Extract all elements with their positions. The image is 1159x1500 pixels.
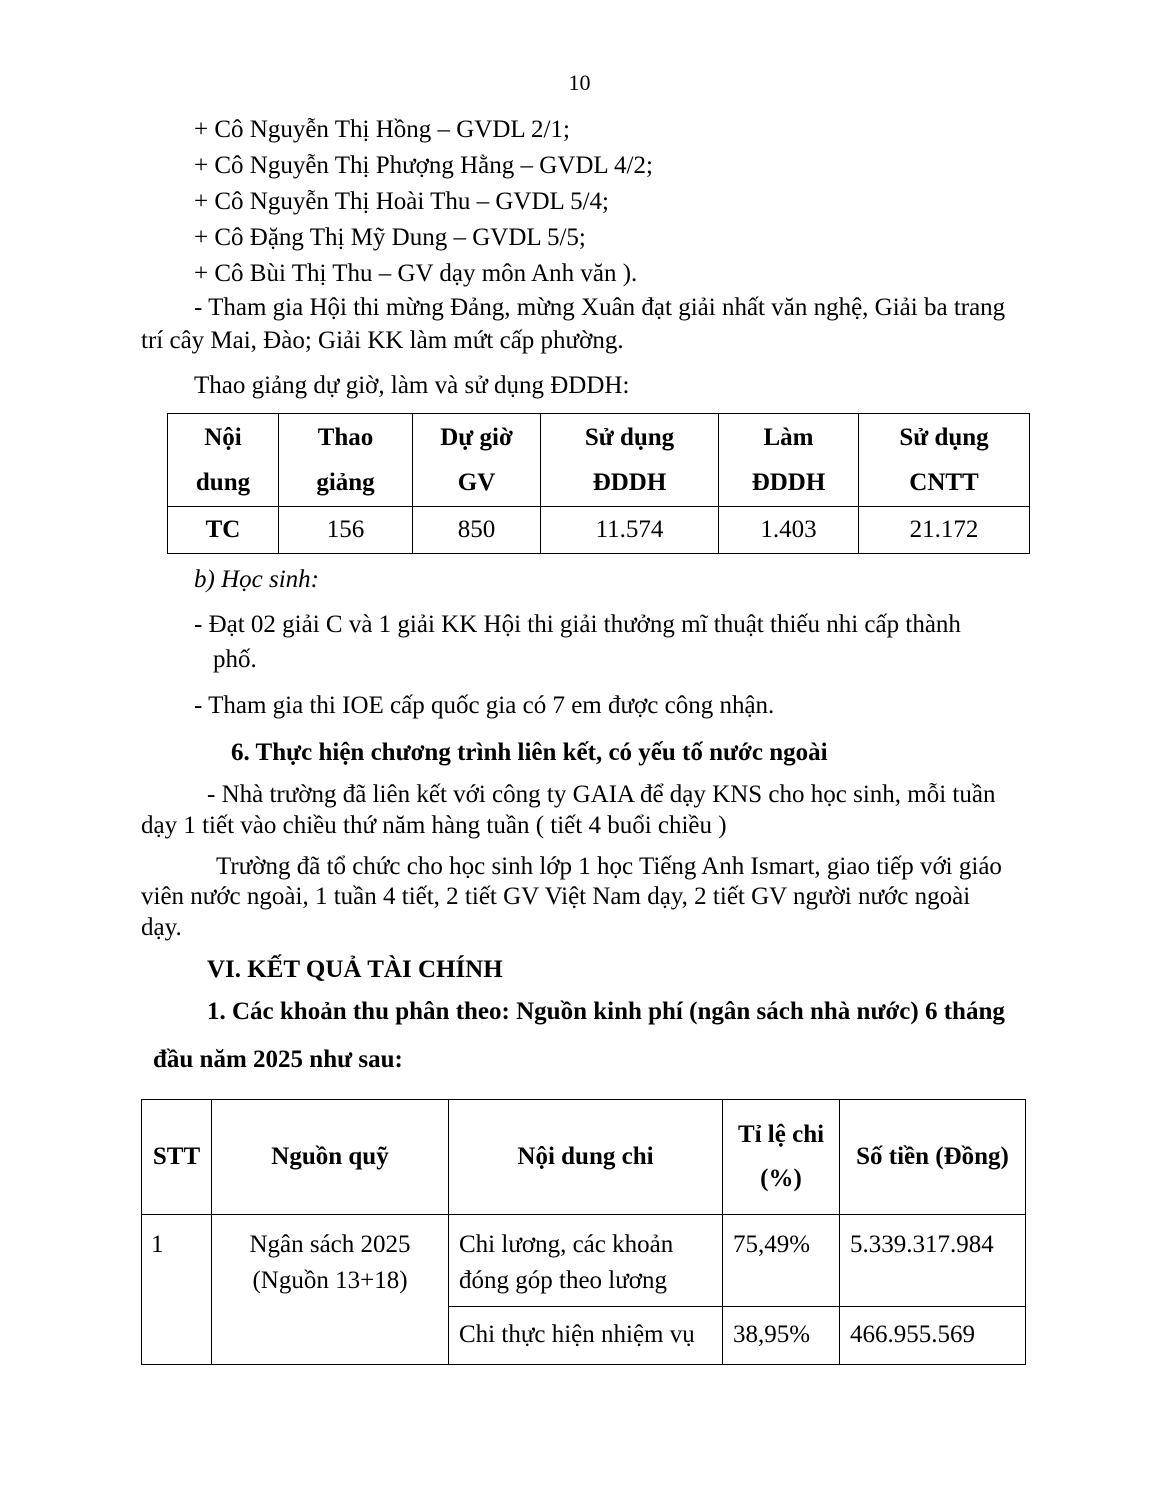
budget-table bbox=[141, 1099, 1026, 1365]
table-header-row bbox=[142, 1100, 1026, 1215]
table-header: Dự giờ GV bbox=[413, 414, 541, 507]
students-heading: b) Học sinh: bbox=[194, 566, 319, 593]
students-line: - Đạt 02 giải C và 1 giải KK Hội thi giải thưởng mĩ thuật thiếu nhi cấp thành bbox=[194, 611, 961, 638]
section6-heading: 6. Thực hiện chương trình liên kết, có yếu tố nước ngoài bbox=[231, 739, 828, 766]
table-header: Nội dung bbox=[168, 414, 279, 507]
vi1-heading: đầu năm 2025 như sau: bbox=[153, 1046, 403, 1073]
section6-text: viên nước ngoài, 1 tuần 4 tiết, 2 tiết GV Việt Nam dạy, 2 tiết GV người nước ngoài bbox=[141, 883, 971, 910]
table-row bbox=[142, 1215, 1026, 1307]
vi1-heading: 1. Các khoản thu phân theo: Nguồn kinh phí (ngân sách nhà nước) 6 tháng bbox=[207, 998, 1005, 1025]
table-cell: TC bbox=[168, 507, 279, 554]
table-cell: Chi thực hiện nhiệm vụ bbox=[449, 1307, 723, 1365]
table-header: Tỉ lệ chi (%) bbox=[723, 1100, 840, 1215]
table-header: Nguồn quỹ bbox=[212, 1100, 449, 1215]
table-cell: 1 bbox=[142, 1215, 212, 1365]
table-header: Số tiền (Đồng) bbox=[840, 1100, 1026, 1215]
table-row bbox=[168, 507, 1030, 554]
table-header: Thao giảng bbox=[279, 414, 413, 507]
table-header-row bbox=[168, 414, 1030, 507]
table-header: Làm ĐDDH bbox=[719, 414, 859, 507]
table-cell: 75,49% bbox=[723, 1215, 840, 1307]
teacher-item: + Cô Nguyễn Thị Hồng – GVDL 2/1; bbox=[194, 116, 570, 143]
table-header: Nội dung chi bbox=[449, 1100, 723, 1215]
contest-line: trí cây Mai, Đào; Giải KK làm mứt cấp phường. bbox=[141, 327, 624, 354]
teacher-item: + Cô Đặng Thị Mỹ Dung – GVDL 5/5; bbox=[194, 224, 586, 251]
page-number: 10 bbox=[568, 70, 591, 95]
table-cell: Ngân sách 2025 (Nguồn 13+18) bbox=[212, 1215, 449, 1365]
students-line: - Tham gia thi IOE cấp quốc gia có 7 em được công nhận. bbox=[194, 692, 775, 719]
table-cell: 11.574 bbox=[541, 507, 719, 554]
section6-text: dạy 1 tiết vào chiều thứ năm hàng tuần ( tiết 4 buổi chiều ) bbox=[141, 812, 727, 839]
table-cell: 850 bbox=[413, 507, 541, 554]
contest-line: - Tham gia Hội thi mừng Đảng, mừng Xuân đạt giải nhất văn nghệ, Giải ba trang bbox=[194, 294, 1006, 321]
table-cell: 5.339.317.984 bbox=[840, 1215, 1026, 1307]
table-cell: 38,95% bbox=[723, 1307, 840, 1365]
teacher-item: + Cô Nguyễn Thị Hoài Thu – GVDL 5/4; bbox=[194, 188, 610, 215]
section6-text: dạy. bbox=[141, 914, 182, 941]
section-vi-heading: VI. KẾT QUẢ TÀI CHÍNH bbox=[207, 956, 503, 983]
table-header: STT bbox=[142, 1100, 212, 1215]
table-cell: 466.955.569 bbox=[840, 1307, 1026, 1365]
section6-text: Trường đã tổ chức cho học sinh lớp 1 học Tiếng Anh Ismart, giao tiếp với giáo bbox=[216, 853, 1002, 880]
section6-text: - Nhà trường đã liên kết với công ty GAIA để dạy KNS cho học sinh, mỗi tuần bbox=[207, 781, 996, 808]
table-header: Sử dụng ĐDDH bbox=[541, 414, 719, 507]
table-cell: Chi lương, các khoản đóng góp theo lương bbox=[449, 1215, 723, 1307]
teacher-item: + Cô Nguyễn Thị Phượng Hằng – GVDL 4/2; bbox=[194, 152, 653, 179]
table-cell: 1.403 bbox=[719, 507, 859, 554]
table-header: Sử dụng CNTT bbox=[859, 414, 1030, 507]
table-cell: 156 bbox=[279, 507, 413, 554]
students-line: phố. bbox=[213, 646, 257, 673]
teacher-item: + Cô Bùi Thị Thu – GV dạy môn Anh văn ). bbox=[194, 260, 638, 287]
teaching-stats-table bbox=[167, 413, 1030, 554]
table-cell: 21.172 bbox=[859, 507, 1030, 554]
table1-caption: Thao giảng dự giờ, làm và sử dụng ĐDDH: bbox=[194, 372, 630, 399]
